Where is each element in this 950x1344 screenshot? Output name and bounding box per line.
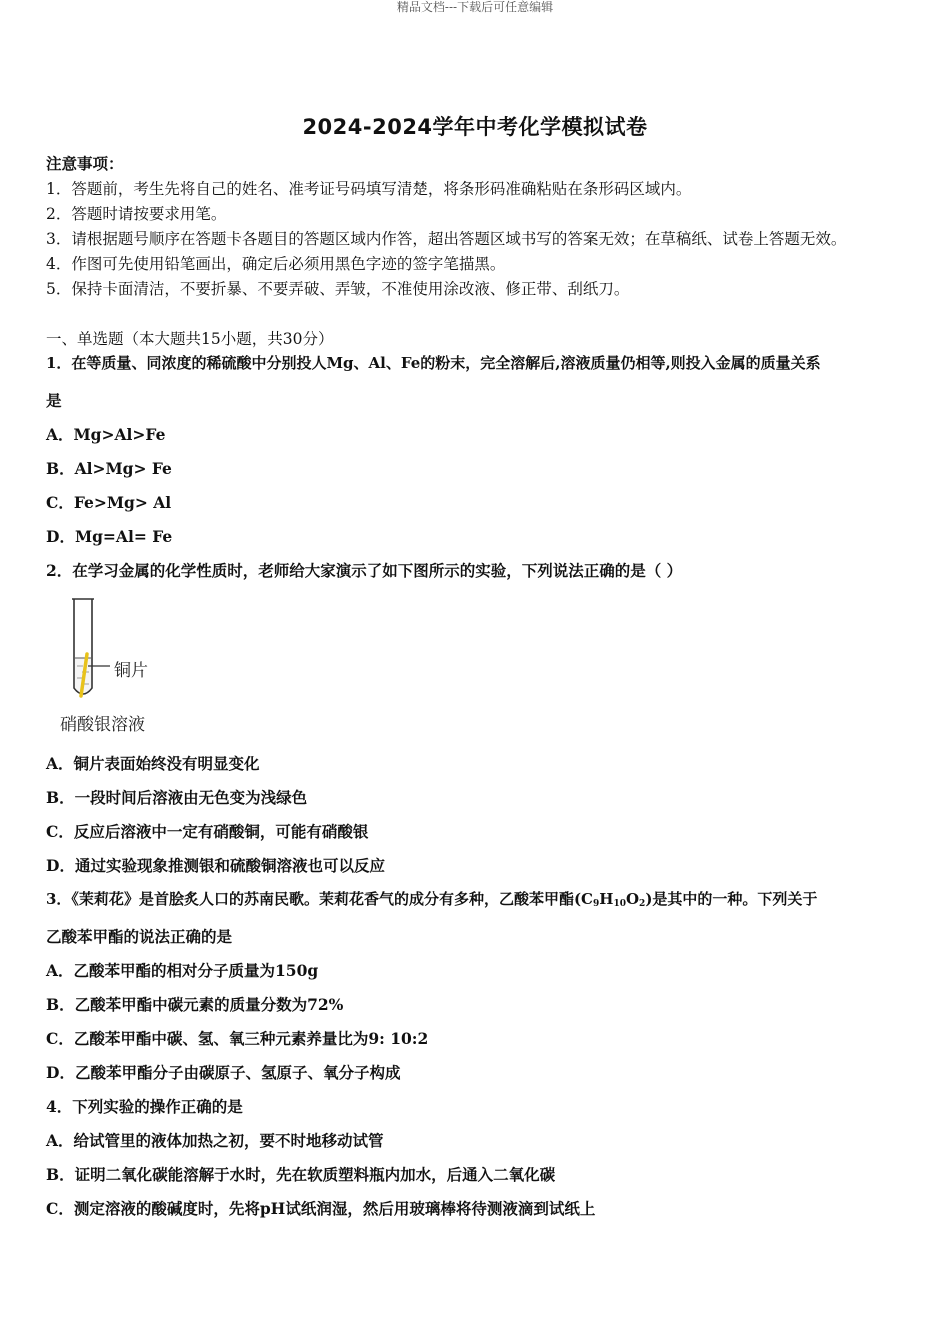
notice-item: 2．答题时请按要求用笔。 — [46, 205, 227, 223]
page-title: 2024-2024学年中考化学模拟试卷 — [302, 115, 648, 139]
question-2-option-a: A．铜片表面始终没有明显变化 — [46, 754, 260, 773]
notice-item: 1．答题前，考生先将自己的姓名、准考证号码填写清楚，将条形码准确粘贴在条形码区域内。 — [46, 180, 692, 198]
copper-label: 铜片 — [114, 661, 148, 681]
notice-heading: 注意事项： — [46, 154, 124, 173]
question-3-option-b: B．乙酸苯甲酯中碳元素的质量分数为72% — [46, 995, 344, 1014]
question-4-option-b: B．证明二氧化碳能溶解于水时，先在软质塑料瓶内加水，后通入二氧化碳 — [46, 1165, 556, 1184]
notice-item: 5．保持卡面清洁，不要折暴、不要弄破、弄皱，不准使用涂改液、修正带、刮纸刀。 — [46, 280, 630, 298]
question-4-option-c: C．测定溶液的酸碱度时，先将pH试纸润湿，然后用玻璃棒将待测液滴到试纸上 — [46, 1199, 596, 1218]
question-3-option-a: A．乙酸苯甲酯的相对分子质量为150g — [46, 961, 319, 980]
question-1-stem: 1．在等质量、同浓度的稀硫酸中分别投人Mg、Al、Fe的粉末，完全溶解后,溶液质量仍相等,则投入金属的质量关系 — [46, 354, 821, 372]
question-2-option-b: B．一段时间后溶液由无色变为浅绿色 — [46, 788, 308, 807]
question-2-stem: 2．在学习金属的化学性质时，老师给大家演示了如下图所示的实验，下列说法正确的是（ ） — [46, 561, 683, 580]
question-3-option-c: C．乙酸苯甲酯中碳、氢、氧三种元素养量比为9: 10:2 — [46, 1029, 429, 1048]
question-1-option-d: D．Mg=Al= Fe — [46, 527, 173, 546]
notice-item: 4．作图可先使用铅笔画出，确定后必须用黑色字迹的签字笔描黑。 — [46, 255, 506, 273]
question-3-stem-post: )是其中的一种。下列关于 — [645, 890, 818, 908]
question-1-option-c: C．Fe>Mg> Al — [46, 493, 172, 512]
question-1-option-b: B．Al>Mg> Fe — [46, 459, 172, 478]
element-h: H — [599, 890, 614, 908]
test-tube-figure — [54, 596, 164, 736]
element-o: O — [625, 890, 640, 908]
question-3-stem-pre: 3．《茉莉花》是首脍炙人口的苏南民歌。茉莉花香气的成分有多种，乙酸苯甲酯(C — [46, 890, 593, 908]
question-3-stem-cont: 乙酸苯甲酯的说法正确的是 — [46, 927, 233, 946]
question-3-stem — [46, 888, 817, 909]
subscript-c: 9 — [592, 899, 600, 909]
section-heading: 一、单选题（本大题共15小题，共30分） — [46, 330, 334, 348]
page-watermark-header: 精品文档---下载后可任意编辑 — [396, 0, 554, 14]
question-2-option-c: C．反应后溶液中一定有硝酸铜，可能有硝酸银 — [46, 822, 369, 841]
test-tube-drawing — [54, 596, 164, 706]
question-1-stem-cont: 是 — [46, 391, 62, 410]
solution-label: 硝酸银溶液 — [60, 715, 145, 735]
question-4-stem: 4．下列实验的操作正确的是 — [46, 1097, 243, 1116]
question-2-option-d: D．通过实验现象推测银和硫酸铜溶液也可以反应 — [46, 856, 385, 875]
question-3-option-d: D．乙酸苯甲酯分子由碳原子、氢原子、氧分子构成 — [46, 1063, 401, 1082]
subscript-o: 2 — [639, 899, 646, 909]
notice-item: 3．请根据题号顺序在答题卡各题目的答题区域内作答，超出答题区域书写的答案无效；在草稿纸、试卷上答题无效。 — [46, 230, 847, 248]
question-1-option-a: A．Mg>Al>Fe — [46, 425, 166, 444]
question-4-option-a: A．给试管里的液体加热之初，要不时地移动试管 — [46, 1131, 384, 1150]
subscript-h: 10 — [613, 899, 626, 909]
